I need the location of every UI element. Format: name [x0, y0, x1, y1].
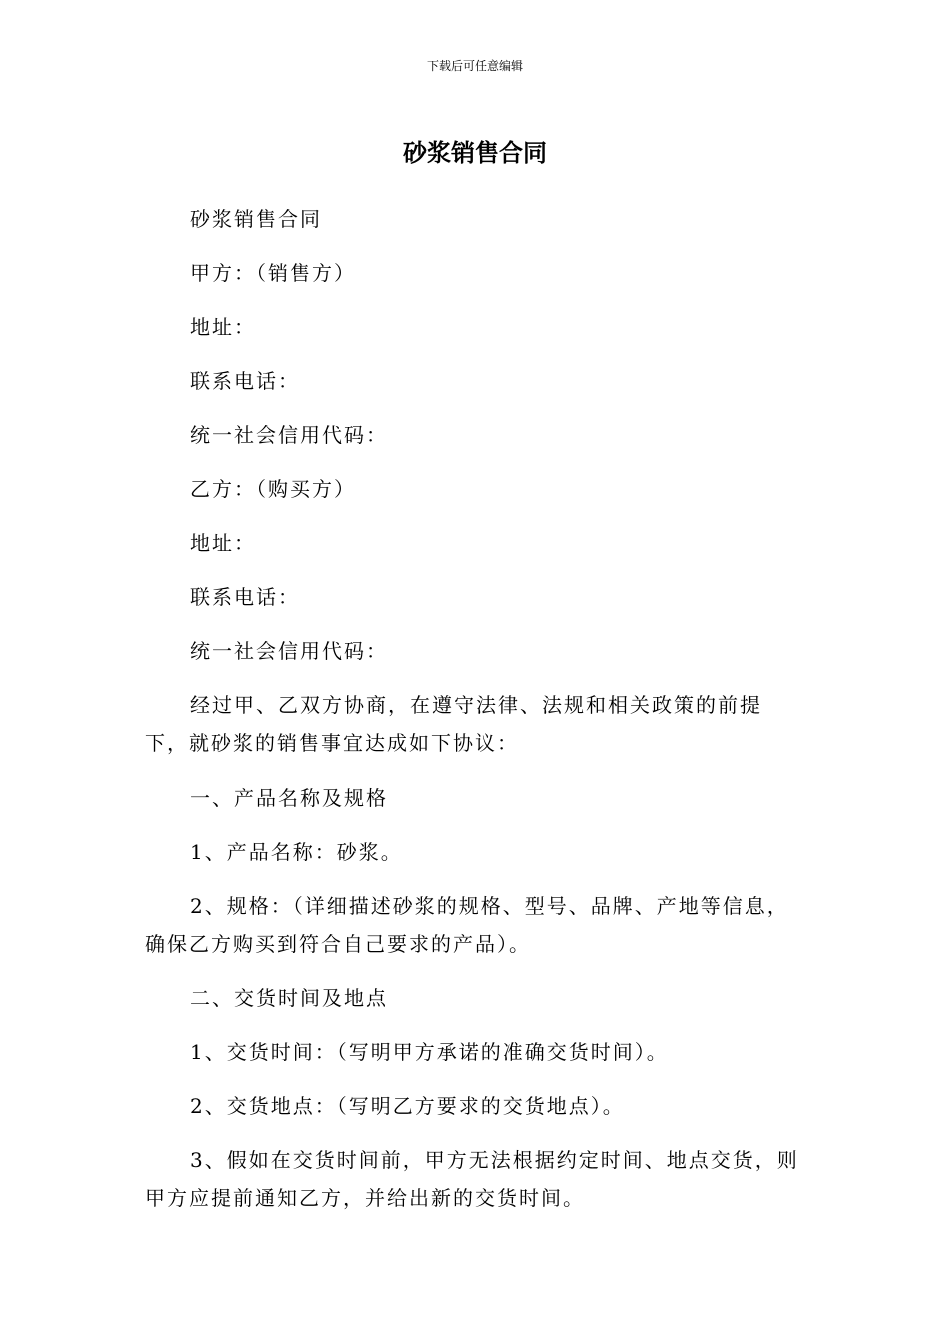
paragraph-delivery-change: 3、假如在交货时间前，甲方无法根据约定时间、地点交货，则甲方应提前通知乙方，并给出新的交货时间。 [145, 1148, 799, 1210]
paragraph-delivery-place: 2、交货地点：（写明乙方要求的交货地点）。 [190, 1094, 625, 1118]
paragraph-contract-name: 砂浆销售合同 [190, 207, 322, 231]
paragraph-party-b-address: 地址： [190, 531, 256, 555]
document-title: 砂浆销售合同 [403, 139, 547, 167]
paragraph-delivery-time: 1、交货时间：（写明甲方承诺的准确交货时间）。 [190, 1040, 669, 1064]
paragraph-party-a-credit-code: 统一社会信用代码： [190, 423, 388, 447]
paragraph-party-a-address: 地址： [190, 315, 256, 339]
paragraph-product-name: 1、产品名称：砂浆。 [190, 840, 403, 864]
paragraph-party-b: 乙方：（购买方） [190, 477, 356, 501]
paragraph-product-spec: 2、规格：（详细描述砂浆的规格、型号、品牌、产地等信息，确保乙方购买到符合自己要求的产品）。 [145, 894, 789, 956]
paragraph-party-b-credit-code: 统一社会信用代码： [190, 639, 388, 663]
paragraph-party-b-phone: 联系电话： [190, 585, 300, 609]
section-heading-delivery: 二、交货时间及地点 [190, 986, 388, 1010]
header-note: 下载后可任意编辑 [426, 59, 523, 73]
section-heading-product: 一、产品名称及规格 [190, 786, 388, 810]
paragraph-party-a-phone: 联系电话： [190, 369, 300, 393]
paragraph-party-a: 甲方：（销售方） [190, 261, 356, 285]
paragraph-agreement-intro: 经过甲、乙双方协商，在遵守法律、法规和相关政策的前提下，就砂浆的销售事宜达成如下协议： [145, 693, 762, 755]
